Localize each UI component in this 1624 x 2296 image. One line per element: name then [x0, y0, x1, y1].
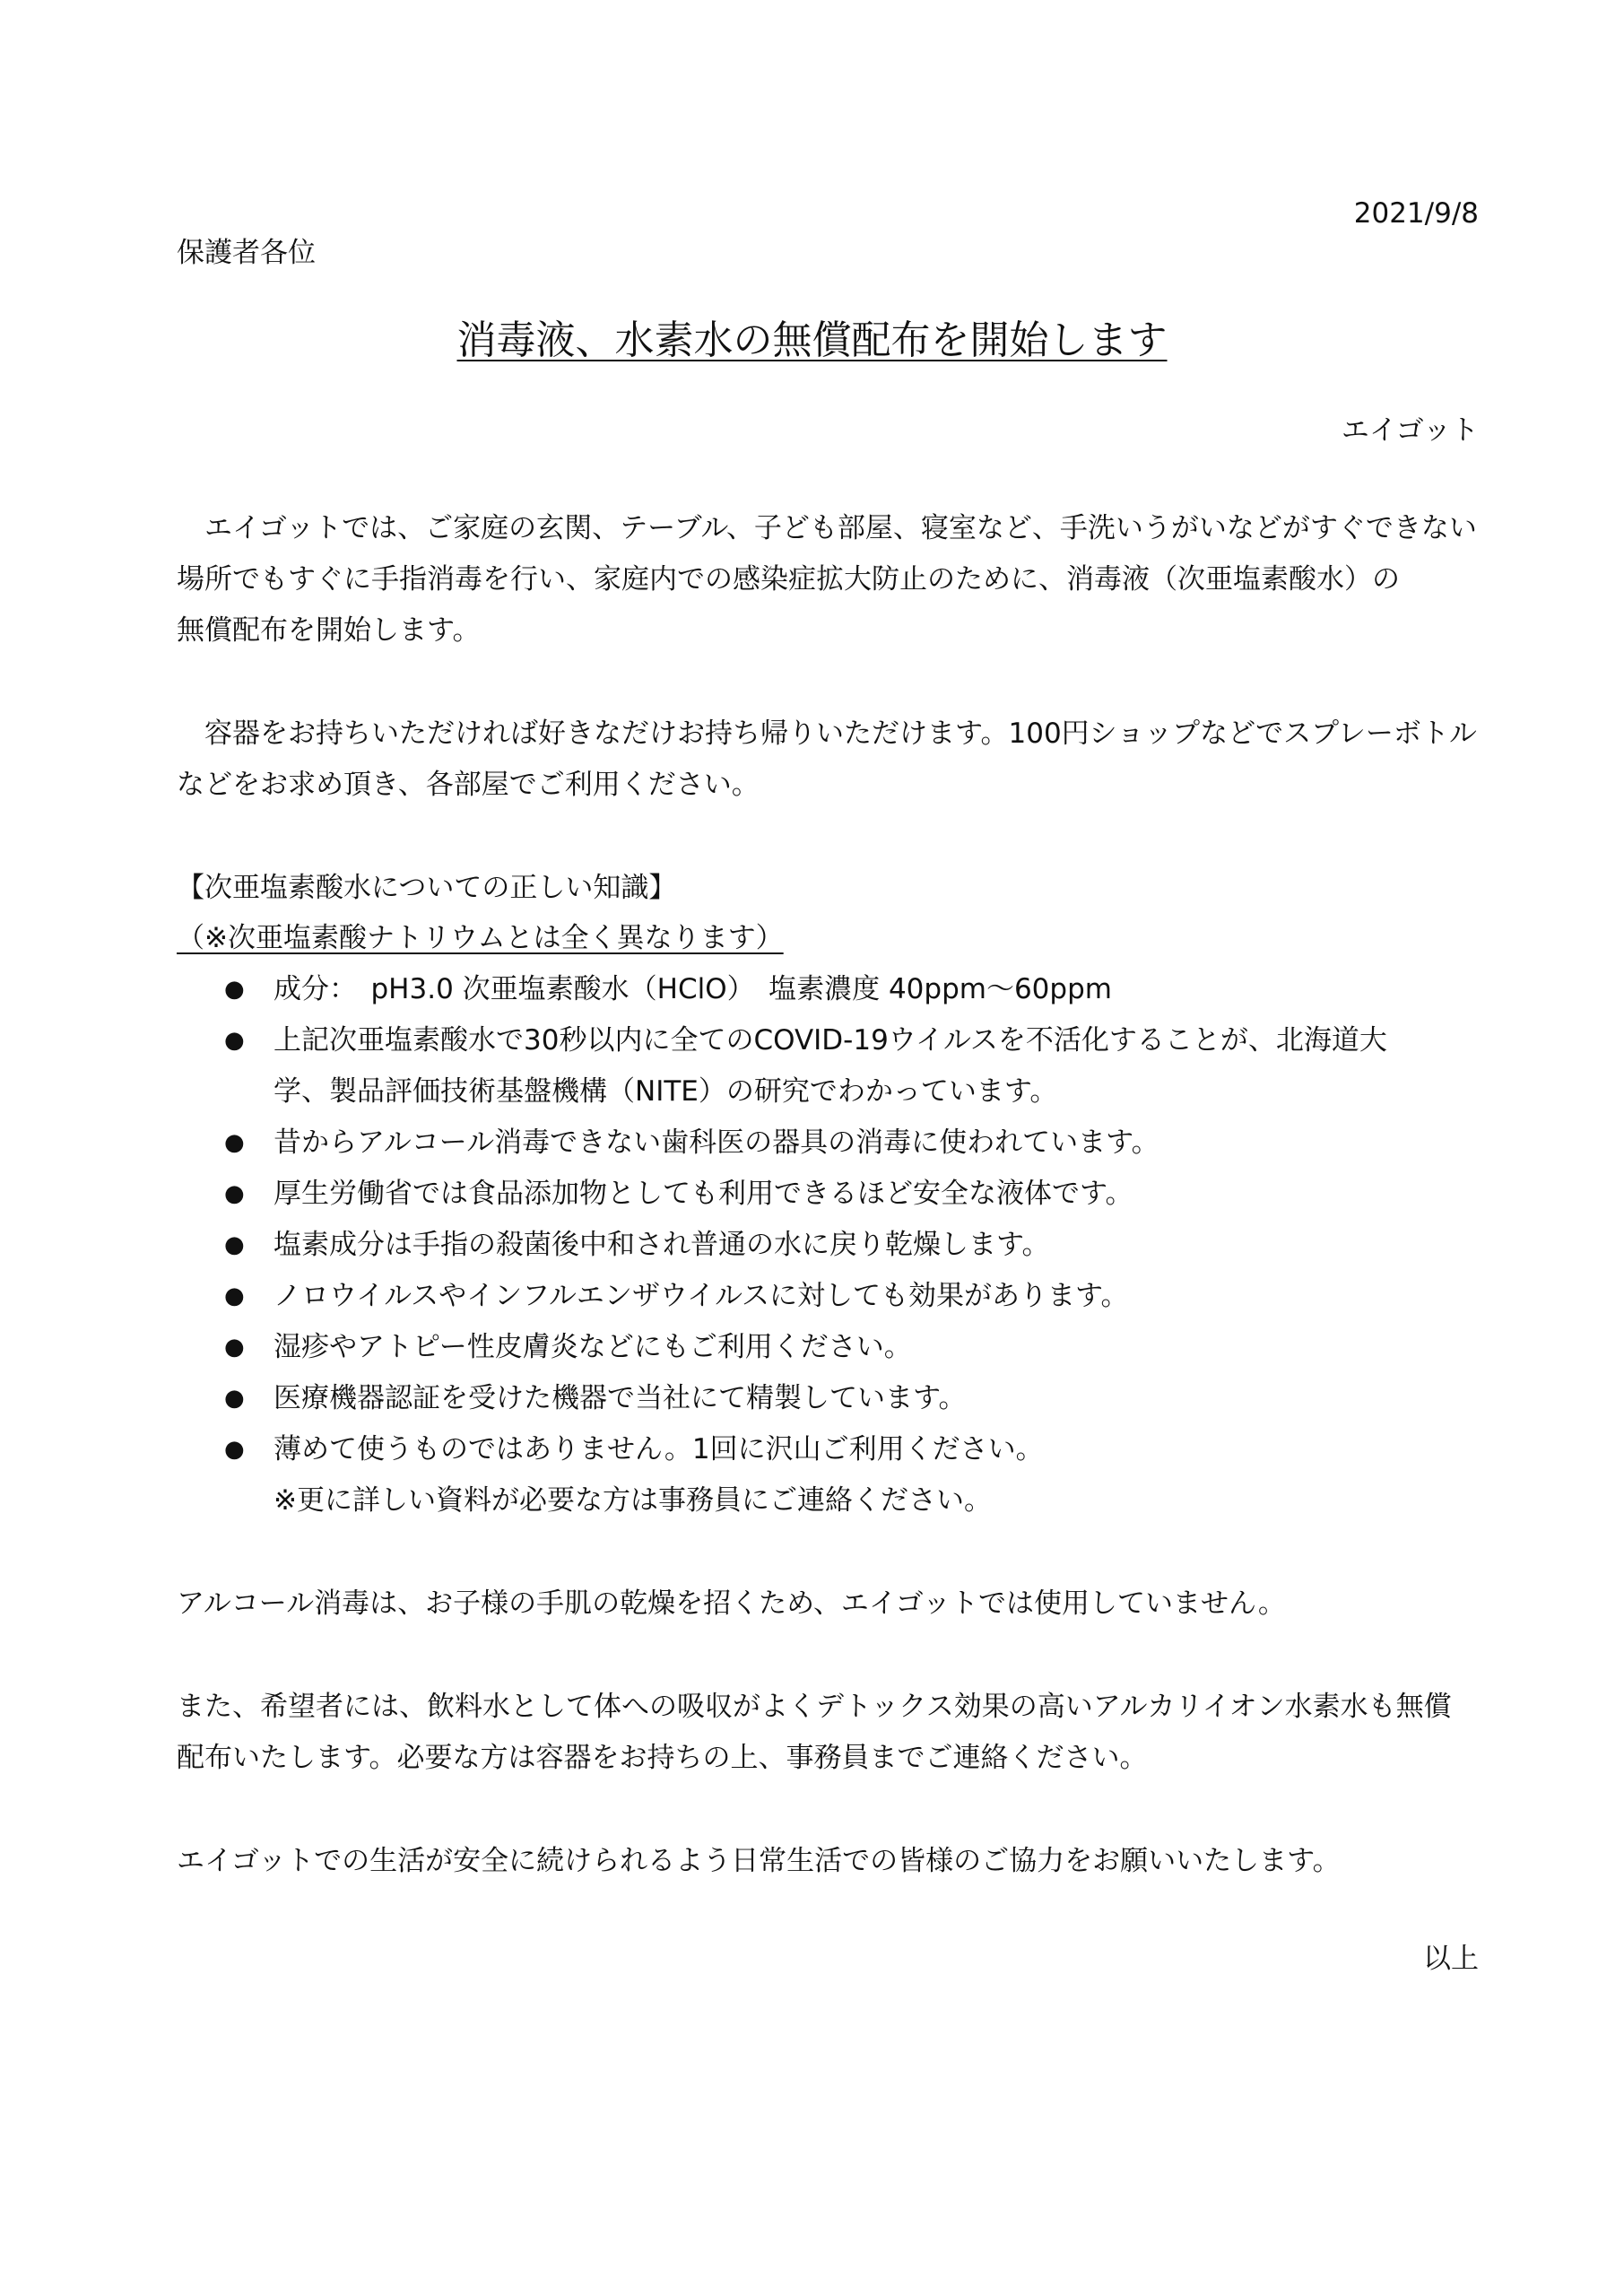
- sender-name: エイゴット: [1341, 414, 1479, 447]
- bullet-item: 医療機器認証を受けた機器で当社にて精製しています。: [274, 1382, 967, 1414]
- bullet-marker: ●: [224, 1283, 245, 1309]
- bullet-marker: ●: [224, 1231, 245, 1258]
- bullet-marker: ●: [224, 1180, 245, 1207]
- knowledge-note: （※次亜塩素酸ナトリウムとは全く異なります）: [177, 922, 784, 954]
- bullet-item: 湿疹やアトピー性皮膚炎などにもご利用ください。: [274, 1331, 912, 1363]
- bullet-marker: ●: [224, 1027, 245, 1054]
- para1-line: 場所でもすぐに手指消毒を行い、家庭内での感染症拡大防止のために、消毒液（次亜塩素酸水）の: [177, 563, 1400, 596]
- bullet-item-note: ※更に詳しい資料が必要な方は事務員にご連絡ください。: [274, 1484, 992, 1517]
- para2-line: などをお求め頂き、各部屋でご利用ください。: [177, 769, 760, 801]
- bullet-item-continuation: 学、製品評価技術基盤機構（NITE）の研究でわかっています。: [274, 1075, 1058, 1108]
- bullet-item: 上記次亜塩素酸水で30秒以内に全てのCOVID-19ウイルスを不活化することが、北海道大: [274, 1024, 1387, 1057]
- bullet-item: ノロウイルスやインフルエンザウイルスに対しても効果があります。: [274, 1280, 1129, 1312]
- document-title-text: 消毒液、水素水の無償配布を開始します: [456, 317, 1168, 363]
- bullet-item: 薄めて使うものではありません。1回に沢山ご利用ください。: [274, 1433, 1044, 1465]
- bullet-item: 塩素成分は手指の殺菌後中和され普通の水に戻り乾燥します。: [274, 1229, 1050, 1261]
- bullet-item: 成分： pH3.0 次亜塩素酸水（HClO） 塩素濃度 40ppm〜60ppm: [274, 973, 1112, 1005]
- closing-text: 以上: [1423, 1943, 1479, 1975]
- para1-line: 無償配布を開始します。: [177, 614, 481, 647]
- para3-line: アルコール消毒は、お子様の手肌の乾燥を招くため、エイゴットでは使用していません。: [177, 1587, 1286, 1620]
- para4-line: また、希望者には、飲料水として体への吸収がよくデトックス効果の高いアルカリイオン水素水も無償: [177, 1691, 1452, 1723]
- recipient-line: 保護者各位: [177, 237, 316, 269]
- bullet-item: 昔からアルコール消毒できない歯科医の器具の消毒に使われています。: [274, 1126, 1159, 1159]
- bullet-item: 厚生労働省では食品添加物としても利用できるほど安全な液体です。: [274, 1178, 1133, 1210]
- bullet-marker: ●: [224, 1129, 245, 1156]
- document-date: 2021/9/8: [1353, 197, 1479, 230]
- knowledge-heading: 【次亜塩素酸水についての正しい知識】: [177, 872, 677, 904]
- para1-line: エイゴットでは、ご家庭の玄関、テーブル、子ども部屋、寝室など、手洗いうがいなどがすぐできない: [177, 512, 1477, 544]
- bullet-marker: ●: [224, 1334, 245, 1361]
- para5-line: エイゴットでの生活が安全に続けられるよう日常生活での皆様のご協力をお願いいたします。: [177, 1845, 1341, 1877]
- bullet-marker: ●: [224, 1436, 245, 1463]
- para2-line: 容器をお持ちいただければ好きなだけお持ち帰りいただけます。100円ショップなどでスプレーボトル: [177, 718, 1477, 750]
- document-title: [0, 316, 1624, 366]
- bullet-marker: ●: [224, 976, 245, 1003]
- bullet-marker: ●: [224, 1385, 245, 1412]
- para4-line: 配布いたします。必要な方は容器をお持ちの上、事務員までご連絡ください。: [177, 1742, 1148, 1774]
